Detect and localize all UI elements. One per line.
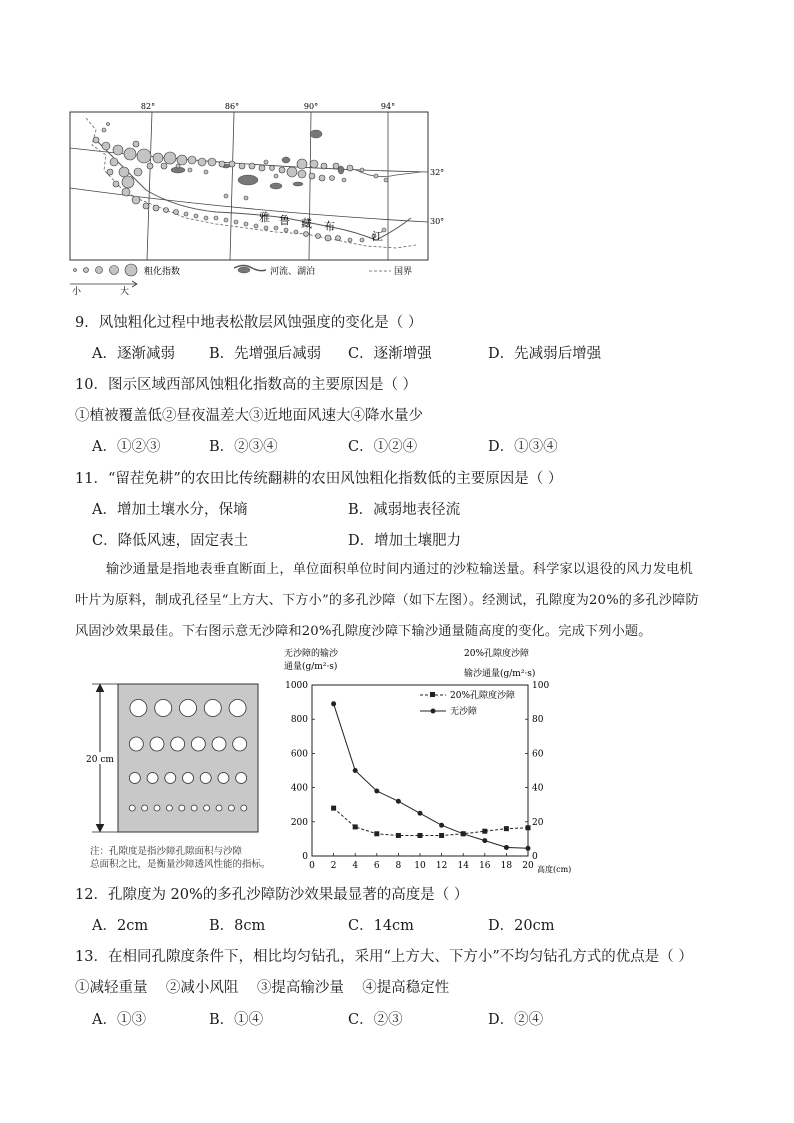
question-9-stem: 9．风蚀粗化过程中地表松散层风蚀强度的变化是（ ） (75, 315, 423, 331)
legend-label-barrier: 20%孔隙度沙障 (450, 691, 516, 701)
q13-option-b[interactable]: B．①④ (209, 1012, 264, 1028)
index-dot (194, 214, 198, 218)
index-dot (147, 163, 153, 169)
index-dot (259, 165, 265, 171)
barrier-hole (183, 773, 194, 784)
data-point-none (504, 845, 509, 850)
x-tick-label: 0 (309, 861, 315, 871)
barrier-hole (129, 737, 143, 751)
index-dot (143, 203, 149, 209)
data-point-none (396, 799, 401, 804)
index-dot (137, 149, 151, 163)
index-dot (110, 158, 118, 166)
left-axis-title-line: 通量(g/m²·s) (284, 662, 338, 672)
left-tick-label: 0 (302, 852, 308, 862)
index-dot (264, 160, 268, 164)
passage-line: 输沙通量是指地表垂直断面上，单位面积单位时间内通过的沙粒输送量。科学家以退役的风力发电机 (106, 562, 693, 577)
left-tick-label: 1000 (285, 681, 308, 691)
legend-border-label: 国界 (394, 267, 413, 277)
index-dot (360, 168, 364, 172)
index-dot (122, 188, 130, 196)
index-dot (229, 161, 235, 167)
index-dot (342, 178, 346, 182)
index-dot (244, 222, 248, 226)
river-char: 雅 (259, 211, 270, 224)
barrier-hole (180, 700, 197, 717)
index-dot (174, 210, 179, 215)
q12-option-a[interactable]: A．2cm (92, 918, 149, 934)
chart-legend (420, 689, 515, 717)
data-point-barrier (353, 824, 358, 829)
q11-option-b[interactable]: B．减弱地表径流 (348, 502, 461, 518)
index-dot (384, 178, 388, 182)
barrier-hole (165, 773, 176, 784)
lon-label: 86° (224, 102, 240, 111)
index-dot (219, 161, 225, 167)
data-point-none (526, 846, 531, 851)
q13-option-a[interactable]: A．①③ (92, 1012, 146, 1028)
q11-option-d[interactable]: D．增加土壤肥力 (348, 533, 462, 549)
series-line-none (334, 704, 528, 849)
map-legend (70, 264, 412, 297)
index-dot (284, 228, 288, 232)
barrier-hole (218, 773, 229, 784)
index-dot (119, 167, 129, 177)
index-dot (188, 168, 192, 172)
index-dot (274, 174, 278, 178)
index-dot (134, 168, 142, 176)
question-13-items: ①减轻重量 ②减小风阻 ③提高输沙量 ④提高稳定性 (75, 980, 450, 996)
q9-option-b[interactable]: B．先增强后减弱 (209, 346, 322, 362)
data-point-barrier (504, 826, 509, 831)
river-char: 布 (324, 220, 335, 233)
data-point-barrier (439, 833, 444, 838)
index-dot (264, 226, 268, 230)
river-char: 藏 (301, 217, 312, 230)
data-point-barrier (526, 825, 531, 830)
river-char: 鲁 (279, 214, 290, 227)
barrier-hole (155, 700, 172, 717)
barrier-hole (130, 700, 147, 717)
data-point-barrier (482, 829, 487, 834)
x-axis-title: 高度(cm) (537, 865, 572, 874)
q12-option-d[interactable]: D．20cm (488, 918, 555, 934)
q12-option-b[interactable]: B．8cm (209, 918, 266, 934)
left-tick-label: 600 (290, 749, 308, 760)
index-dot (274, 226, 278, 230)
index-dot (348, 238, 352, 242)
index-dot (321, 163, 327, 169)
index-dot (316, 234, 321, 239)
data-point-barrier (396, 833, 401, 838)
barrier-hole (166, 805, 172, 811)
index-dot (333, 163, 339, 169)
index-dot (279, 167, 285, 173)
right-tick-label: 60 (532, 749, 544, 760)
q12-option-c[interactable]: C．14cm (348, 918, 414, 934)
barrier-hole (228, 805, 234, 811)
question-13-stem: 13．在相同孔隙度条件下，相比均匀钻孔，采用“上方大、下方小”不均匀钻孔方式的优点是（ ） (75, 949, 693, 965)
barrier-hole (200, 773, 211, 784)
right-axis-title-line: 20%孔隙度沙障 (464, 649, 530, 659)
passage-line: 叶片为原料，制成孔径呈“上方大、下方小”的多孔沙障（如下左图）。经测试，孔隙度为20%的多孔沙障防 (75, 593, 699, 608)
barrier-hole (171, 737, 185, 751)
index-dot (374, 174, 378, 178)
x-tick-label: 8 (395, 861, 402, 871)
left-tick-label: 400 (290, 783, 308, 794)
barrier-hole (129, 805, 135, 811)
barrier-hole (241, 805, 247, 811)
data-point-none (482, 838, 487, 843)
index-dot (239, 163, 245, 169)
index-dot (133, 141, 139, 147)
series-line-barrier (334, 808, 528, 835)
legend-small-label: 小 (72, 287, 82, 297)
data-point-none (461, 831, 466, 836)
index-dot (122, 176, 134, 188)
index-dot (310, 160, 318, 168)
x-tick-label: 10 (414, 861, 426, 871)
index-dot (336, 236, 341, 241)
index-dot (309, 173, 315, 179)
barrier-hole (216, 805, 222, 811)
index-dot (270, 166, 275, 171)
index-dot (297, 159, 307, 169)
index-dot (294, 230, 298, 234)
legend-river-label: 河流、湖泊 (270, 267, 316, 277)
data-point-barrier (331, 806, 336, 811)
barrier-hole (147, 773, 158, 784)
index-dot (347, 165, 353, 171)
index-dot (102, 128, 106, 132)
q10-option-b[interactable]: B．②③④ (209, 439, 278, 455)
barrier-hole (191, 805, 197, 811)
index-dot (184, 212, 188, 216)
lon-label: 82° (140, 102, 156, 111)
barrier-note-line: 总面积之比，是衡量沙障透风性能的指标。 (90, 859, 271, 870)
barrier-hole (142, 805, 148, 811)
index-dot (113, 145, 123, 155)
x-tick-label: 12 (435, 861, 448, 871)
index-dot (204, 170, 208, 174)
index-dot (93, 137, 99, 143)
q9-option-d[interactable]: D．先减弱后增强 (488, 346, 602, 362)
height-label: 20 cm (86, 755, 114, 765)
index-dot (304, 232, 309, 237)
barrier-hole (233, 737, 247, 751)
x-tick-label: 4 (352, 861, 359, 871)
x-tick-label: 6 (373, 861, 380, 871)
left-tick-label: 200 (290, 817, 308, 828)
q11-option-a[interactable]: A．增加土壤水分，保墒 (92, 502, 248, 518)
q13-option-c[interactable]: C．②③ (348, 1012, 403, 1028)
barrier-hole (191, 737, 205, 751)
index-dot (124, 148, 136, 160)
data-point-none (418, 811, 423, 816)
question-12-stem: 12．孔隙度为 20%的多孔沙障防沙效果最显著的高度是（ ） (75, 887, 469, 903)
legend-marker-dot (431, 709, 436, 714)
barrier-note-line: 注：孔隙度是指沙障孔隙面积与沙障 (90, 846, 243, 857)
index-dot (164, 152, 176, 164)
sand-barrier-figure (82, 680, 282, 870)
barrier-hole (204, 805, 210, 811)
barrier-hole (129, 773, 140, 784)
data-point-none (353, 768, 358, 773)
x-tick-label: 14 (457, 861, 469, 871)
index-dot (330, 176, 335, 181)
index-dot (102, 142, 110, 150)
index-dot (107, 123, 110, 126)
right-tick-label: 80 (532, 715, 544, 726)
barrier-hole (204, 700, 221, 717)
index-dot (214, 216, 218, 220)
sand-flux-chart (280, 645, 580, 875)
index-dot (153, 205, 159, 211)
index-dot (249, 163, 255, 169)
barrier-hole (154, 805, 160, 811)
question-10-items: ①植被覆盖低②昼夜温差大③近地面风速大④降水量少 (75, 408, 423, 424)
barrier-hole (179, 805, 185, 811)
question-10-stem: 10．图示区域西部风蚀粗化指数高的主要原因是（ ） (75, 377, 418, 393)
barrier-hole (212, 737, 226, 751)
index-dot (234, 220, 238, 224)
data-point-barrier (418, 833, 423, 838)
index-dot (287, 167, 297, 177)
index-dot (254, 224, 258, 228)
index-dot (161, 163, 167, 169)
left-axis-title-line: 无沙障的输沙 (284, 649, 339, 659)
legend-label-none: 无沙障 (450, 707, 478, 717)
index-dot (164, 208, 169, 213)
index-dot (176, 164, 180, 168)
question-11-stem: 11．“留茬免耕”的农田比传统翻耕的农田风蚀粗化指数低的主要原因是（ ） (75, 471, 563, 487)
barrier-hole (229, 700, 246, 717)
index-dot (153, 153, 163, 163)
q9-option-a[interactable]: A．逐渐减弱 (92, 346, 175, 362)
right-tick-label: 20 (532, 817, 544, 828)
river-char: 江 (372, 230, 383, 243)
index-dot (224, 194, 228, 198)
index-dot (244, 196, 248, 200)
lon-label: 90° (303, 102, 319, 111)
index-dot (360, 238, 364, 242)
index-dot (208, 158, 216, 166)
legend-marker-square (430, 692, 435, 697)
index-dot (298, 170, 306, 178)
q13-option-d[interactable]: D．②④ (488, 1012, 544, 1028)
x-tick-label: 20 (522, 861, 534, 871)
index-dot (325, 235, 331, 241)
index-dot (188, 156, 196, 164)
x-tick-label: 2 (330, 861, 337, 871)
index-dot (204, 216, 208, 220)
q9-option-c[interactable]: C．逐渐增强 (348, 346, 432, 362)
right-tick-label: 0 (532, 852, 538, 862)
index-dot (113, 181, 119, 187)
legend-index-label: 粗化指数 (144, 267, 181, 277)
data-point-barrier (374, 831, 379, 836)
x-tick-label: 18 (500, 861, 513, 871)
index-dot (132, 196, 140, 204)
data-point-none (374, 789, 379, 794)
lat-label: 32° (430, 168, 445, 177)
right-axis-title-line: 输沙通量(g/m²·s) (464, 669, 536, 679)
wind-erosion-map (66, 100, 445, 298)
lat-label: 30° (430, 217, 445, 226)
left-tick-label: 800 (290, 715, 308, 726)
right-tick-label: 40 (532, 783, 544, 794)
index-dot (319, 175, 325, 181)
q11-option-c[interactable]: C．降低风速，固定表土 (92, 533, 249, 549)
index-dot (177, 155, 187, 165)
q10-option-a[interactable]: A．①②③ (92, 439, 161, 455)
right-tick-label: 100 (532, 681, 550, 691)
data-point-none (331, 701, 336, 706)
q10-option-c[interactable]: C．①②④ (348, 439, 418, 455)
data-point-none (439, 823, 444, 828)
x-tick-label: 16 (479, 861, 491, 871)
passage-line: 风固沙效果最佳。下右图示意无沙障和20%孔隙度沙障下输沙通量随高度的变化。完成下列小题。 (75, 624, 652, 639)
barrier-hole (150, 737, 164, 751)
index-dot (224, 218, 228, 222)
legend-big-label: 大 (120, 287, 130, 297)
barrier-hole (236, 773, 247, 784)
lon-label: 94° (380, 102, 396, 111)
index-dot (198, 158, 206, 166)
q10-option-d[interactable]: D．①③④ (488, 439, 558, 455)
index-dot (107, 169, 113, 175)
